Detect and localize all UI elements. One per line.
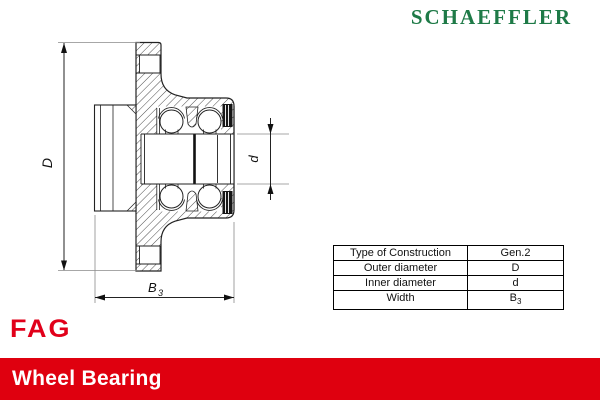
fag-logo: FAG: [10, 315, 72, 343]
width-symbol-sub: 3: [516, 297, 522, 307]
spec-table: [333, 245, 564, 310]
spec-row-value: D: [467, 260, 563, 275]
bolt-hole-top: [140, 55, 161, 73]
banner-title: Wheel Bearing: [12, 367, 162, 390]
dim-label-B: B: [148, 280, 157, 295]
spec-row-value: Gen.2: [467, 246, 563, 260]
spec-row-label: Type of Construction: [350, 247, 451, 259]
spec-row-label: Outer diameter: [334, 260, 467, 275]
schaeffler-logo: SCHAEFFLER: [410, 5, 572, 29]
spec-row-label: Inner diameter: [334, 275, 467, 290]
bolt-hole-bottom: [140, 246, 161, 264]
pilot-cylinder: [95, 105, 137, 211]
width-symbol: B: [509, 292, 517, 304]
dimension-inner-diameter: [237, 118, 289, 200]
spec-row-value: [467, 290, 563, 309]
spec-row-label: Width: [334, 290, 467, 309]
product-banner: [0, 358, 600, 400]
spec-row-value: d: [467, 275, 563, 290]
dim-label-B-sub: 3: [158, 288, 164, 298]
bore: [141, 134, 234, 184]
dim-label-D: D: [39, 157, 55, 169]
dim-label-d: d: [246, 155, 261, 163]
